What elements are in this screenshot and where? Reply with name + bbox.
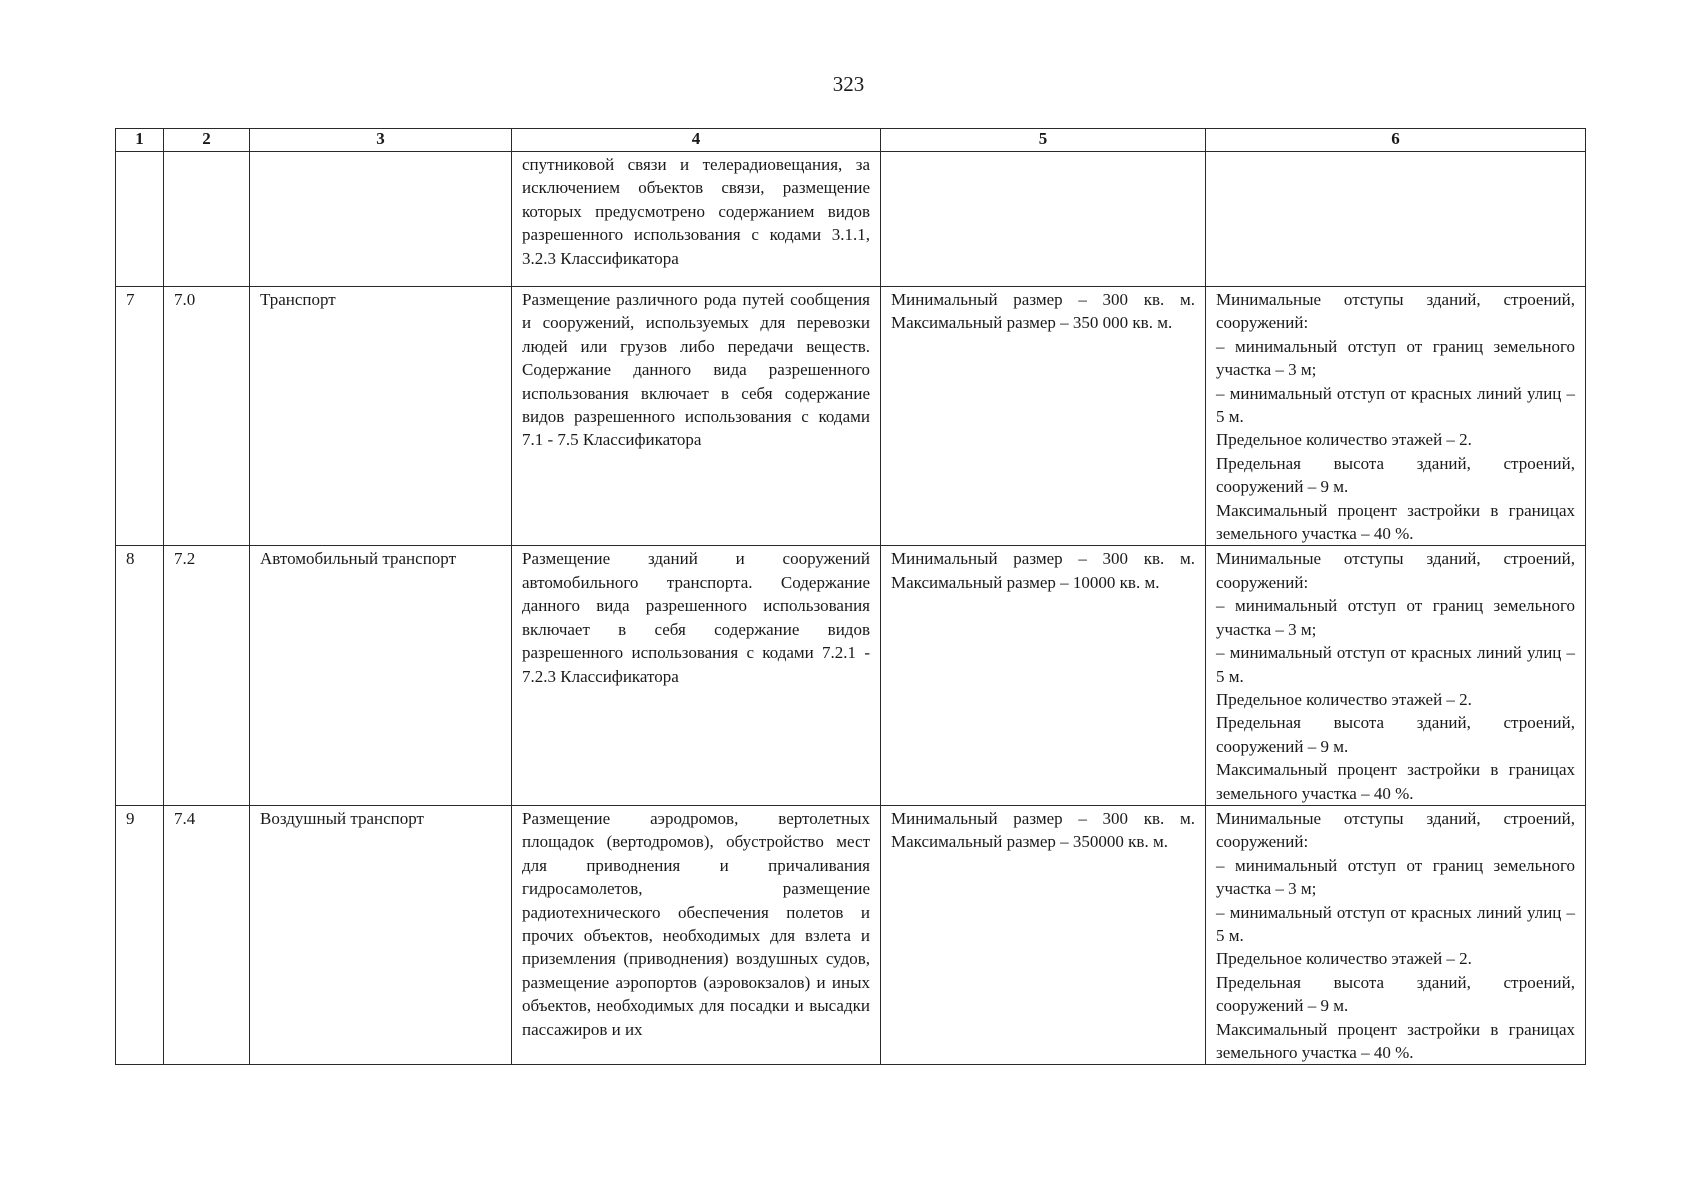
param-line: – минимальный отступ от красных линий улиц – 5 м. (1216, 643, 1575, 686)
cell-size: Минимальный размер – 300 кв. м. Максимальный размер – 350000 кв. м. (881, 805, 1206, 1064)
table-row (116, 805, 1586, 1064)
cell-params (1206, 805, 1586, 1064)
column-header-1: 1 (116, 129, 164, 152)
param-line: – минимальный отступ от границ земельного участка – 3 м; (1216, 596, 1575, 639)
column-header-5: 5 (881, 129, 1206, 152)
cell-size: Минимальный размер – 300 кв. м. Максимальный размер – 350 000 кв. м. (881, 287, 1206, 546)
table-header-row (116, 129, 1586, 152)
cell-code: 7.4 (164, 805, 250, 1064)
table-row (116, 287, 1586, 546)
column-header-6: 6 (1206, 129, 1586, 152)
cell-name: Воздушный транспорт (250, 805, 512, 1064)
cell-size (881, 152, 1206, 287)
cell-params (1206, 287, 1586, 546)
param-line: – минимальный отступ от красных линий улиц – 5 м. (1216, 902, 1575, 945)
param-line: Максимальный процент застройки в границах земельного участка – 40 %. (1216, 1019, 1575, 1062)
column-header-3: 3 (250, 129, 512, 152)
column-header-2: 2 (164, 129, 250, 152)
cell-name: Автомобильный транспорт (250, 546, 512, 805)
param-line: Предельная высота зданий, строений, сооружений – 9 м. (1216, 713, 1575, 756)
param-line: – минимальный отступ от красных линий улиц – 5 м. (1216, 383, 1575, 427)
param-line: – минимальный отступ от границ земельного участка – 3 м; (1216, 855, 1575, 899)
param-line: Минимальные отступы зданий, строений, сооружений: (1216, 808, 1575, 852)
cell-name (250, 152, 512, 287)
cell-params (1206, 152, 1586, 287)
param-line: Предельное количество этажей – 2. (1216, 430, 1472, 450)
param-line: Минимальные отступы зданий, строений, сооружений: (1216, 290, 1575, 333)
cell-code (164, 152, 250, 287)
cell-description: Размещение различного рода путей сообщения и сооружений, используемых для перевозки людей или грузов либо передачи веществ. Содержание данного вида разрешенного использования включает в себя содержание видов разрешенного использования с кодами 7.1 - 7.5 Классификатора (512, 287, 881, 546)
param-line: Минимальные отступы зданий, строений, сооружений: (1216, 549, 1575, 592)
column-header-4: 4 (512, 129, 881, 152)
cell-num: 9 (116, 805, 164, 1064)
cell-num: 8 (116, 546, 164, 805)
cell-name: Транспорт (250, 287, 512, 546)
cell-params (1206, 546, 1586, 805)
param-line: Предельная высота зданий, строений, сооружений – 9 м. (1216, 453, 1575, 497)
cell-description: Размещение зданий и сооружений автомобильного транспорта. Содержание данного вида разрешенного использования включает в себя содержание видов разрешенного использования с кодами 7.2.1 - 7.2.3 Классификатора (512, 546, 881, 805)
param-line: Предельная высота зданий, строений, сооружений – 9 м. (1216, 972, 1575, 1016)
param-line: – минимальный отступ от границ земельного участка – 3 м; (1216, 336, 1575, 380)
param-line: Предельное количество этажей – 2. (1216, 949, 1472, 969)
cell-num: 7 (116, 287, 164, 546)
cell-code: 7.0 (164, 287, 250, 546)
table-row-continuation (116, 152, 1586, 287)
land-use-table (115, 128, 1586, 1065)
page-number: 323 (832, 72, 865, 96)
cell-description: спутниковой связи и телерадиовещания, за исключением объектов связи, размещение которых предусмотрено содержанием видов разрешенного использования с кодами 3.1.1, 3.2.3 Классификатора (512, 152, 881, 287)
param-line: Максимальный процент застройки в границах земельного участка – 40 %. (1216, 760, 1575, 803)
cell-code: 7.2 (164, 546, 250, 805)
cell-num (116, 152, 164, 287)
table-row (116, 546, 1586, 805)
param-line: Предельное количество этажей – 2. (1216, 689, 1472, 709)
param-line: Максимальный процент застройки в границах земельного участка – 40 %. (1216, 500, 1575, 544)
cell-description: Размещение аэродромов, вертолетных площадок (вертодромов), обустройство мест для приводнения и причаливания гидросамолетов, размещение радиотехнического обеспечения полетов и прочих объектов, необходимых для взлета и приземления (приводнения) воздушных судов, размещение аэропортов (аэровокзалов) и иных объектов, необходимых для посадки и высадки пассажиров и их (512, 805, 881, 1064)
cell-size: Минимальный размер – 300 кв. м. Максимальный размер – 10000 кв. м. (881, 546, 1206, 805)
